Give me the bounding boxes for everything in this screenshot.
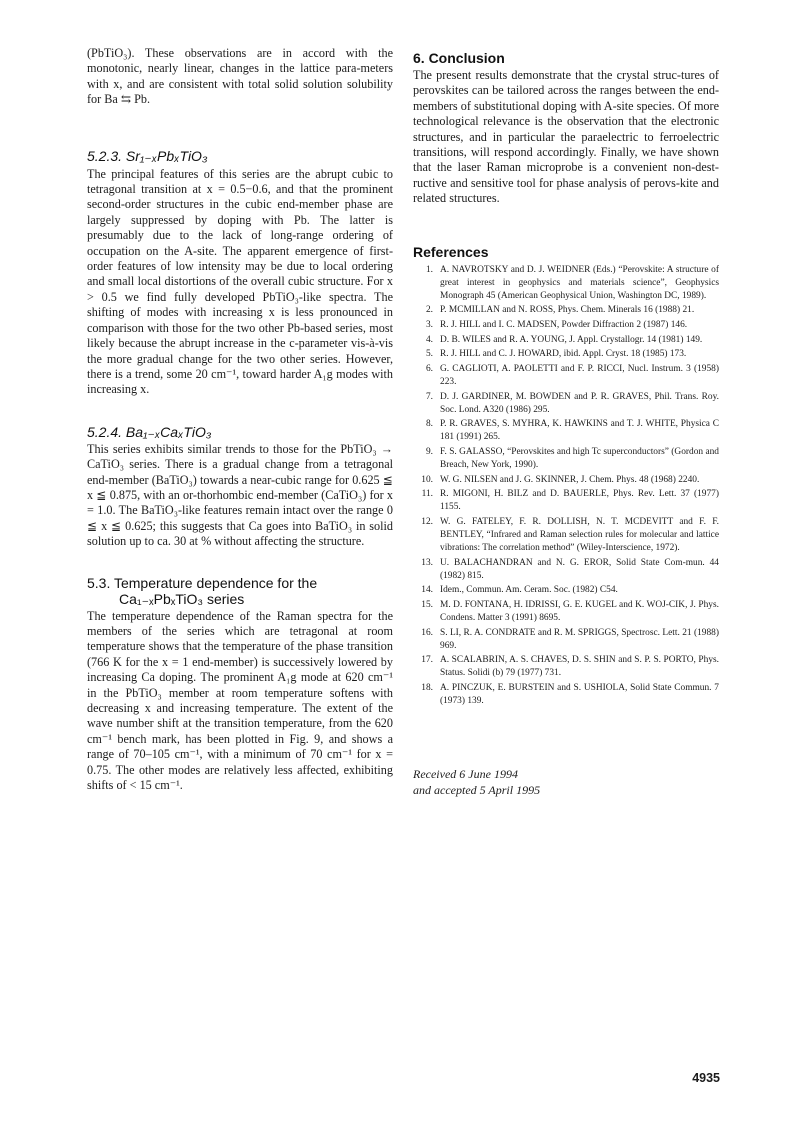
accepted-date: and accepted 5 April 1995 — [413, 783, 541, 798]
reference-text: R. J. HILL and C. J. HOWARD, ibid. Appl. Cryst. 18 (1985) 173. — [440, 349, 687, 360]
section-heading-5-3 — [87, 575, 393, 607]
reference-number: 14. — [421, 585, 433, 596]
reference-item — [413, 348, 719, 361]
reference-number: 16. — [421, 627, 433, 638]
received-date: Received 6 June 1994 — [413, 767, 518, 782]
section-heading-5-3-line-2: Ca₁₋ₓPbₓTiO₃ series — [119, 590, 245, 607]
reference-item — [413, 391, 719, 417]
reference-number: 8. — [425, 419, 433, 430]
reference-text: P. MCMILLAN and N. ROSS, Phys. Chem. Minerals 16 (1988) 21. — [440, 305, 695, 316]
section-5-2-4-paragraph: This series exhibits similar trends to those for the PbTiO₃ → CaTiO₃ series. There is a gradual change from a tetragonal end-member (BaTiO₃) towards a near-cubic range for 0.625 ≦ x ≦ 0.875, with an or-thorhombic end-member (CaTiO₃) for x = 1.0. The BaTiO₃-like features remain intact over the range 0 ≦ x ≦ 0.625; this suggests that Ca goes into BaTiO₃ in solid solution up to ca. 30 at % without affecting the structure. — [87, 441, 393, 549]
reference-number: 4. — [425, 334, 433, 345]
reference-number: 3. — [425, 320, 433, 331]
reference-number: 15. — [421, 599, 433, 610]
reference-number: 9. — [425, 446, 433, 457]
reference-text: Idem., Commun. Am. Ceram. Soc. (1982) C54. — [440, 585, 618, 596]
reference-text: R. J. HILL and I. C. MADSEN, Powder Diffraction 2 (1987) 146. — [440, 320, 688, 331]
reference-text: D. B. WILES and R. A. YOUNG, J. Appl. Crystallogr. 14 (1981) 149. — [440, 334, 703, 345]
reference-item — [413, 474, 719, 487]
reference-text: U. BALACHANDRAN and N. G. EROR, Solid State Com-mun. 44 (1982) 815. — [440, 557, 719, 581]
received-note — [413, 766, 719, 798]
reference-text: W. G. FATELEY, F. R. DOLLISH, N. T. MCDEVITT and F. F. BENTLEY, “Infrared and Raman selection rules for molecular and lattice vibrations: The correlation method” (Wiley-Interscience, 1972). — [440, 516, 719, 554]
reference-number: 12. — [421, 516, 433, 527]
reference-text: M. D. FONTANA, H. IDRISSI, G. E. KUGEL and K. WOJ-CIK, J. Phys. Condens. Matter 3 (1991) 8695. — [440, 599, 719, 623]
reference-item — [413, 488, 719, 514]
reference-item — [413, 304, 719, 317]
reference-text: D. J. GARDINER, M. BOWDEN and P. R. GRAVES, Phil. Trans. Roy. Soc. Lond. A320 (1986) 295. — [440, 391, 719, 415]
reference-item — [413, 516, 719, 555]
reference-number: 6. — [425, 363, 433, 374]
reference-text: G. CAGLIOTI, A. PAOLETTI and F. P. RICCI, Nucl. Instrum. 3 (1958) 223. — [440, 363, 719, 387]
page-number: 4935 — [692, 1071, 720, 1085]
references-list — [413, 264, 719, 709]
reference-text: A. NAVROTSKY and D. J. WEIDNER (Eds.) “Perovskite: A structure of great interest in geophysics and materials science”, Geophysics Monograph 45 (American Geophysical Union, Washington DC, 1989). — [440, 264, 719, 301]
reference-text: W. G. NILSEN and J. G. SKINNER, J. Chem. Phys. 48 (1968) 2240. — [440, 474, 700, 485]
reference-number: 7. — [425, 391, 433, 402]
section-5-2-3-paragraph: The principal features of this series are the abrupt cubic to tetragonal transition at x = 0.5−0.6, and that the prominent second-order structures in the cubic end-member phase are largely suppressed by doping with Pb. The latter is presumably due to the lack of long-range ordering of occupation on the A-site. The apparent emergence of first-order features of low intensity may be due to local ordering and small local distortions of the overall cubic structure. For x > 0.5 we find fully developed PbTiO₃-like spectra. The shifting of modes with increasing x is less pronounced in comparison with those for the two other Pb-based series, most likely because the abrupt increase in the c-parameter vis-à-vis the more gradual change for the two other series. However, there is a trend, some 20 cm⁻¹, toward harder A₁g modes with increasing x. — [87, 166, 393, 397]
reference-item — [413, 584, 719, 597]
reference-number: 11. — [421, 489, 433, 500]
section-heading-5-3-line-1: 5.3. Temperature dependence for the — [87, 574, 318, 591]
reference-text: S. LI, R. A. CONDRATE and R. M. SPRIGGS, Spectrosc. Lett. 21 (1988) 969. — [440, 627, 719, 651]
reference-item — [413, 363, 719, 389]
reference-number: 18. — [421, 682, 433, 693]
reference-number: 1. — [425, 264, 433, 275]
reference-text: A. PINCZUK, E. BURSTEIN and S. USHIOLA, Solid State Commun. 7 (1973) 139. — [440, 682, 719, 707]
section-5-3-paragraph: The temperature dependence of the Raman spectra for the members of the series which are tetragonal at room temperature shows that the temperature of the phase transition (766 K for the x = 1 end-member) is successively lowered by increasing Ca doping. The prominent A₁g mode at 620 cm⁻¹ in the PbTiO₃ member at room temperature softens with decreasing x and increasing temperature. The extent of the wave number shift at the transition temperature, from the 620 cm⁻¹ bench mark, has been plotted in Fig. 9, and shows a range of 70–105 cm⁻¹, with a minimum of 70 cm⁻¹ for x = 0.75. The other modes are relatively less affected, exhibiting shifts of < 15 cm⁻¹. — [87, 608, 393, 793]
section-heading-5-2-4: 5.2.4. Ba₁₋ₓCaₓTiO₃ — [87, 423, 212, 440]
reference-text: F. S. GALASSO, “Perovskites and high Tc superconductors” (Gordon and Breach, New York, 1990). — [440, 446, 719, 470]
reference-item — [413, 319, 719, 332]
reference-item — [413, 599, 719, 625]
conclusion-paragraph: The present results demonstrate that the crystal struc-tures of perovskites can be tailored across the ranges between the end-members of substitutional doping with A-site species. Of more technological relevance is the observation that the electronic structures, and in particular the paraelectric to ferroelectric transitions, will respond accordingly. Finally, we have shown that the laser Raman microprobe is a convenient non-dest-ructive and sensitive tool for phase analysis of perovs-kite and related structures. — [413, 68, 719, 206]
right-column — [413, 46, 719, 798]
reference-number: 10. — [421, 474, 433, 485]
section-heading-conclusion: 6. Conclusion — [413, 50, 505, 66]
reference-text: A. SCALABRIN, A. S. CHAVES, D. S. SHIN and S. P. S. PORTO, Phys. Status. Solidi (b) 79 (1977) 731. — [440, 655, 719, 679]
reference-number: 17. — [421, 655, 433, 666]
reference-item — [413, 334, 719, 347]
reference-item — [413, 264, 719, 303]
reference-item — [413, 627, 719, 653]
intro-paragraph: (PbTiO₃). These observations are in accord with the monotonic, nearly linear, changes in the lattice para-meters with x, and are consistent with total solid solution solubility for Ba ⇆ Pb. — [87, 46, 393, 107]
reference-number: 2. — [425, 305, 433, 316]
reference-number: 5. — [425, 349, 433, 360]
reference-text: R. MIGONI, H. BILZ and D. BAUERLE, Phys. Rev. Lett. 37 (1977) 1155. — [440, 489, 719, 513]
reference-item — [413, 682, 719, 708]
reference-item — [413, 418, 719, 444]
reference-text: P. R. GRAVES, S. MYHRA, K. HAWKINS and T. J. WHITE, Physica C 181 (1991) 265. — [440, 419, 719, 443]
reference-item — [413, 654, 719, 680]
left-column — [87, 46, 393, 793]
reference-item — [413, 446, 719, 472]
reference-number: 13. — [421, 557, 433, 568]
section-heading-5-2-3: 5.2.3. Sr₁₋ₓPbₓTiO₃ — [87, 147, 208, 164]
references-heading: References — [413, 243, 489, 260]
reference-item — [413, 557, 719, 583]
